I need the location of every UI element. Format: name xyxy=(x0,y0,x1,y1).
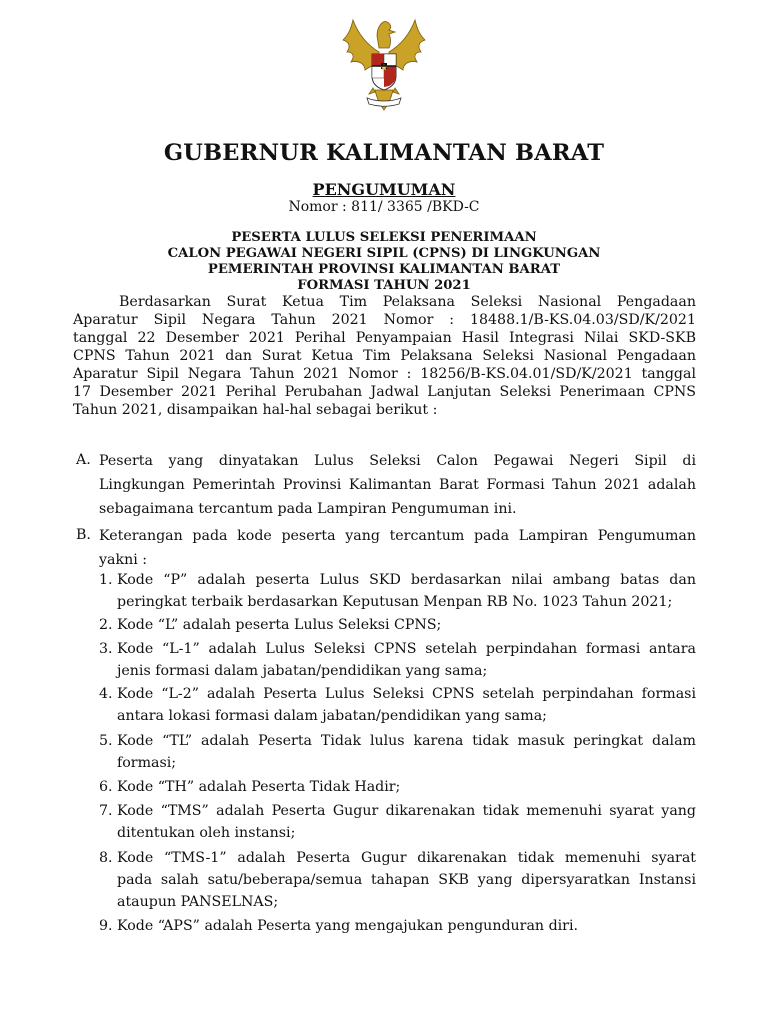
intro-line: 17 Desember 2021 Perihal Perubahan Jadwal Lanjutan Seleksi Penerimaan CPNS xyxy=(73,384,696,400)
announcement-title: PENGUMUMAN xyxy=(312,180,456,199)
list-item-line: Kode “APS” adalah Peserta yang mengajukan pengunduran diri. xyxy=(117,918,579,934)
list-item-line: ditentukan oleh instansi; xyxy=(117,825,296,841)
subject-line: PEMERINTAH PROVINSI KALIMANTAN BARAT xyxy=(207,262,561,277)
list-item-line: Kode “TH” adalah Peserta Tidak Hadir; xyxy=(117,779,401,795)
list-item xyxy=(117,614,696,636)
announcement-number: Nomor : 811/ 3365 /BKD-C xyxy=(288,199,480,215)
section-a-line: sebagaimana tercantum pada Lampiran Pengumuman ini. xyxy=(99,501,517,517)
intro-line: Berdasarkan Surat Ketua Tim Pelaksana Seleksi Nasional Pengadaan xyxy=(119,294,696,310)
list-item-line: Kode “L” adalah peserta Lulus Seleksi CPNS; xyxy=(117,617,442,633)
list-number: 8. xyxy=(99,850,113,866)
governor-title: GUBERNUR KALIMANTAN BARAT xyxy=(163,140,605,166)
list-item-line: Kode “TMS” adalah Peserta Gugur dikarenakan tidak memenuhi syarat yang xyxy=(117,803,696,819)
list-number: 2. xyxy=(99,617,113,633)
list-item-line: Kode “TL” adalah Peserta Tidak lulus karena tidak masuk peringkat dalam xyxy=(117,733,696,749)
list-item-line: Kode “L-1” adalah Lulus Seleksi CPNS setelah perpindahan formasi antara xyxy=(117,641,696,657)
section-a-letter: A. xyxy=(76,452,91,468)
intro-paragraph xyxy=(73,293,696,419)
list-item xyxy=(117,730,696,774)
list-number: 7. xyxy=(99,803,113,819)
list-item xyxy=(117,847,696,913)
intro-line: Tahun 2021, disampaikan hal-hal sebagai berikut : xyxy=(73,402,438,418)
list-item-line: ataupun PANSELNAS; xyxy=(117,894,279,910)
list-item-line: Kode “TMS-1” adalah Peserta Gugur dikarenakan tidak memenuhi syarat xyxy=(117,850,696,866)
list-item xyxy=(117,569,696,613)
section-b-line: yakni : xyxy=(99,552,148,568)
subject-line: CALON PEGAWAI NEGERI SIPIL (CPNS) DI LINGKUNGAN xyxy=(167,246,601,261)
list-item-line: Kode “P” adalah peserta Lulus SKD berdasarkan nilai ambang batas dan xyxy=(117,572,696,588)
subject-line: FORMASI TAHUN 2021 xyxy=(297,278,471,293)
list-number: 9. xyxy=(99,918,113,934)
section-b-line: Keterangan pada kode peserta yang tercantum pada Lampiran Pengumuman xyxy=(99,528,696,544)
section-b-letter: B. xyxy=(76,527,91,543)
list-item xyxy=(117,776,696,798)
intro-line: Aparatur Sipil Negara Tahun 2021 Nomor : 18256/B-KS.04.01/SD/K/2021 tanggal xyxy=(73,366,696,382)
subject-line: PESERTA LULUS SELEKSI PENERIMAAN xyxy=(231,230,537,245)
list-item xyxy=(117,915,696,937)
list-number: 5. xyxy=(99,733,113,749)
list-number: 4. xyxy=(99,686,113,702)
section-a-text xyxy=(99,449,696,521)
list-item-line: formasi; xyxy=(117,755,177,771)
list-item xyxy=(117,800,696,844)
list-item-line: peringkat terbaik berdasarkan Keputusan Menpan RB No. 1023 Tahun 2021; xyxy=(117,594,673,610)
list-number: 1. xyxy=(99,572,113,588)
garuda-emblem-icon xyxy=(339,6,429,116)
list-item xyxy=(117,683,696,727)
intro-line: tanggal 22 Desember 2021 Perihal Penyampaian Hasil Integrasi Nilai SKD-SKB xyxy=(73,330,696,346)
list-item-line: pada salah satu/beberapa/semua tahapan SKB yang dipersyaratkan Instansi xyxy=(117,872,696,888)
list-item-line: Kode “L-2” adalah Peserta Lulus Seleksi CPNS setelah perpindahan formasi xyxy=(117,686,696,702)
section-a-line: Lingkungan Pemerintah Provinsi Kalimantan Barat Formasi Tahun 2021 adalah xyxy=(99,477,696,493)
list-item-line: jenis formasi dalam jabatan/pendidikan yang sama; xyxy=(117,663,488,679)
section-b-text xyxy=(99,524,696,572)
list-item-line: antara lokasi formasi dalam jabatan/pendidikan yang sama; xyxy=(117,708,547,724)
intro-line: Aparatur Sipil Negara Tahun 2021 Nomor : 18488.1/B-KS.04.03/SD/K/2021 xyxy=(73,312,696,328)
intro-line: CPNS Tahun 2021 dan Surat Ketua Tim Pelaksana Seleksi Nasional Pengadaan xyxy=(73,348,696,364)
subject-heading xyxy=(0,230,768,294)
list-number: 3. xyxy=(99,641,113,657)
list-number: 6. xyxy=(99,779,113,795)
section-a-line: Peserta yang dinyatakan Lulus Seleksi Calon Pegawai Negeri Sipil di xyxy=(99,453,696,469)
list-item xyxy=(117,638,696,682)
